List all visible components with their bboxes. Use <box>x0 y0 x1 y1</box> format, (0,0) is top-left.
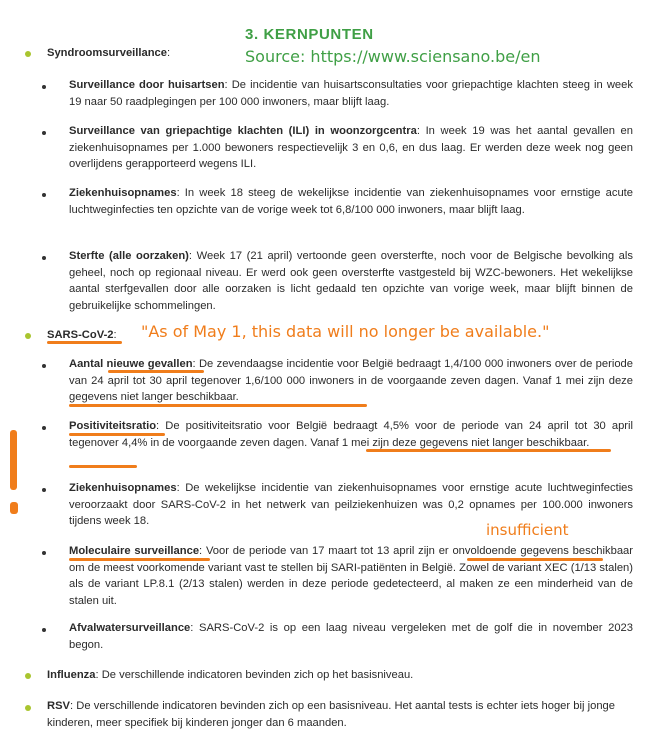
bullet-icon <box>42 551 46 555</box>
bullet-icon <box>25 333 31 339</box>
highlight-underline <box>69 558 210 561</box>
rsv-line: RSV: De verschillende indicatoren bevinden zich op een basisniveau. Het aantal tests is echter iets hoger bij jonge kinderen, meer specifiek bij kinderen jonger dan 6 maanden. <box>47 700 615 729</box>
list-item: Afvalwatersurveillance: SARS-CoV-2 is op een laag niveau vergeleken met de golf die in november 2023 begon. <box>69 622 633 651</box>
list-item: Positiviteitsratio: De positiviteitsratio voor België bedraagt 4,5% voor de periode van 24 april tot 30 april tegenover 4,4% in de voorgaande zeven dagen. Vanaf 1 mei zijn deze gegevens niet langer beschikbaar. <box>69 420 633 449</box>
bullet-icon <box>42 85 46 89</box>
list-item: Surveillance van griepachtige klachten (ILI) in woonzorgcentra: In week 19 was het aantal gevallen en ziekenhuisopnames per 1.000 bewoners respectievelijk 3 en 0,6, en dus laag. Er werden deze week nog geen overlijdens gerapporteerd wegens ILI. <box>69 125 634 171</box>
sars-heading: SARS-CoV-2: <box>47 329 117 341</box>
availability-annotation: "As of May 1, this data will no longer be available." <box>141 322 550 341</box>
bullet-icon <box>42 426 46 430</box>
list-item: Ziekenhuisopnames: De wekelijkse incidentie van ziekenhuisopnames voor ernstige acute luchtweginfecties veroorzaakt door SARS-CoV-2 in het netwerk van peilziekenhuizen was 0,2 opnames per 100.000 inwoners tijdens week 18. <box>69 482 633 528</box>
exclamation-dot-icon <box>10 502 18 514</box>
list-item: Ziekenhuisopnames: In week 18 steeg de wekelijkse incidentie van ziekenhuisopnames voor ernstige acute luchtweginfecties ten opzichte van de vorige week tot 6,8/100 000 inwoners, maar blijft laag. <box>69 187 633 216</box>
bullet-icon <box>42 488 46 492</box>
syndroom-heading: Syndroomsurveillance: <box>47 47 171 59</box>
list-item: Surveillance door huisartsen: De incidentie van huisartsconsultaties voor griepachtige klachten steeg in week 19 naar 50 raadplegingen per 100 000 inwoners, maar blijft laag. <box>69 79 633 108</box>
highlight-underline <box>366 449 611 452</box>
bullet-icon <box>25 705 31 711</box>
bullet-icon <box>42 256 46 260</box>
bullet-icon <box>42 628 46 632</box>
bullet-icon <box>42 131 46 135</box>
highlight-underline <box>69 404 367 407</box>
highlight-underline <box>108 370 204 373</box>
influenza-line: Influenza: De verschillende indicatoren bevinden zich op het basisniveau. <box>47 669 414 681</box>
list-item: Sterfte (alle oorzaken): Week 17 (21 april) vertoonde geen oversterfte, noch voor de Belgische bevolking als geheel, noch op regionaal niveau. Er werd ook geen oversterfte vastgesteld bij WZC-bewoners. Het wekelijkse aantal sterfgevallen door alle oorzaken is licht gedaald ten opzichte van vorige week, maar blijft binnen de gebruikelijke schommelingen. <box>69 250 633 312</box>
exclamation-icon <box>10 430 17 490</box>
list-item: Moleculaire surveillance: Voor de periode van 17 maart tot 13 april zijn er onvoldoende gegevens beschikbaar om de meest voorkomende variant vast te stellen bij SARI-patiënten in België. Zowel de variant XEC (1/13 stalen) als de variant LP.8.1 (2/13 stalen) werden in deze periode gedetecteerd, al maken ze een minderheid van de stalen uit. <box>69 545 633 607</box>
insufficient-annotation: insufficient <box>486 521 569 539</box>
section-title: 3. KERNPUNTEN <box>245 26 374 43</box>
highlight-underline <box>69 465 137 468</box>
highlight-underline <box>47 341 122 344</box>
bullet-icon <box>42 364 46 368</box>
bullet-icon <box>42 193 46 197</box>
source-annotation: Source: https://www.sciensano.be/en <box>245 47 541 66</box>
list-item: Aantal nieuwe gevallen: De zevendaagse incidentie voor België bedraagt 1,4/100 000 inwoners over de periode van 24 april tot 30 april tegenover 1,6/100 000 inwoners in de voorgaande zeven dagen. Vanaf 1 mei zijn deze gegevens niet langer beschikbaar. <box>69 358 633 404</box>
highlight-underline <box>467 558 603 561</box>
bullet-icon <box>25 673 31 679</box>
highlight-underline <box>69 433 165 436</box>
bullet-icon <box>25 51 31 57</box>
